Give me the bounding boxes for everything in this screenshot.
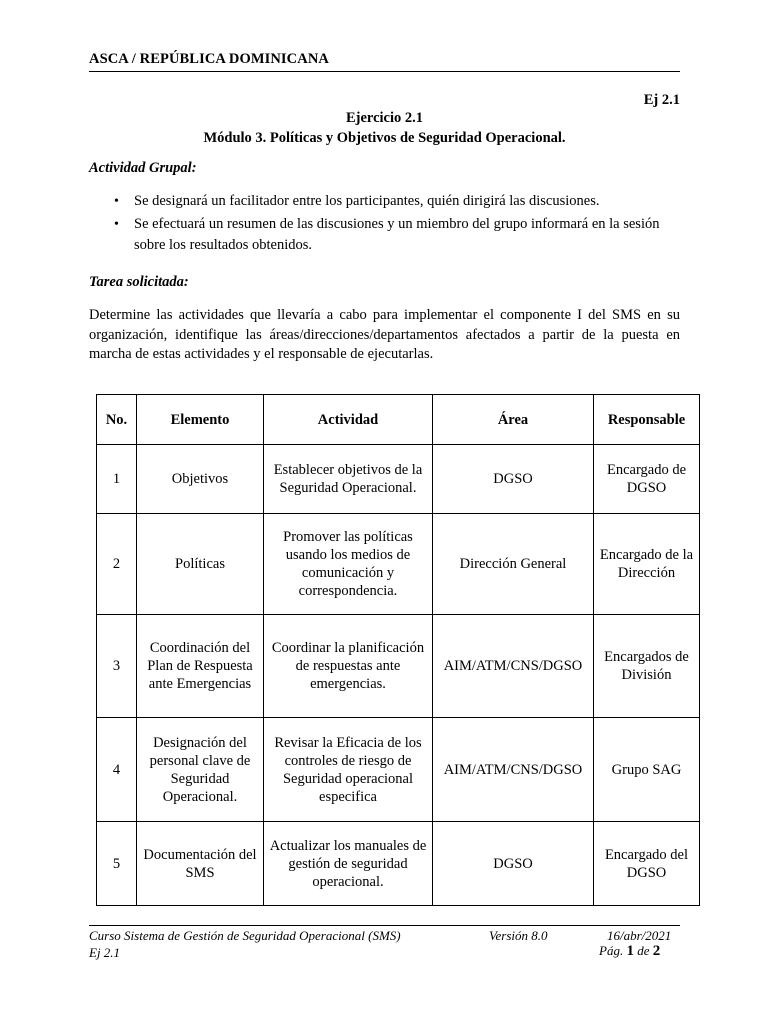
cell-responsable: Encargado de DGSO — [594, 445, 700, 514]
cell-elemento: Objetivos — [137, 445, 264, 514]
activity-heading: Actividad Grupal: — [89, 160, 197, 176]
footer-divider — [89, 925, 680, 926]
table-row — [97, 615, 700, 718]
cell-responsable: Encargado de la Dirección — [594, 514, 700, 615]
cell-area: DGSO — [433, 822, 594, 906]
table-row — [97, 718, 700, 822]
page-current: 1 — [626, 943, 634, 959]
activity-bullet-list — [89, 191, 680, 258]
exercise-code: Ej 2.1 — [643, 92, 680, 108]
bullet-icon: • — [114, 217, 119, 232]
bullet-text: Se efectuará un resumen de las discusiones y un miembro del grupo informará en la sesión sobre los resultados obtenidos. — [134, 216, 660, 253]
column-header-actividad: Actividad — [264, 395, 433, 445]
page-of: de — [637, 943, 650, 958]
table-row — [97, 514, 700, 615]
cell-no: 1 — [97, 445, 137, 514]
bullet-icon: • — [114, 194, 119, 209]
footer-version: Versión 8.0 — [489, 928, 548, 943]
cell-area: DGSO — [433, 445, 594, 514]
table-header-row — [97, 395, 700, 445]
cell-elemento: Políticas — [137, 514, 264, 615]
column-header-responsable: Responsable — [594, 395, 700, 445]
cell-actividad: Establecer objetivos de la Seguridad Operacional. — [264, 445, 433, 514]
cell-area: AIM/ATM/CNS/DGSO — [433, 718, 594, 822]
cell-actividad: Promover las políticas usando los medios de comunicación y correspondencia. — [264, 514, 433, 615]
title-line-2: Módulo 3. Políticas y Objetivos de Seguridad Operacional. — [203, 130, 566, 146]
organization-header: ASCA / REPÚBLICA DOMINICANA — [89, 51, 329, 67]
task-heading: Tarea solicitada: — [89, 274, 189, 290]
cell-actividad: Revisar la Eficacia de los controles de riesgo de Seguridad operacional especifica — [264, 718, 433, 822]
footer-course: Curso Sistema de Gestión de Seguridad Operacional (SMS) — [89, 928, 401, 943]
footer-code: Ej 2.1 — [89, 945, 121, 960]
cell-elemento: Designación del personal clave de Seguridad Operacional. — [137, 718, 264, 822]
cell-area: AIM/ATM/CNS/DGSO — [433, 615, 594, 718]
column-header-area: Área — [433, 395, 594, 445]
document-title — [89, 108, 680, 148]
page-total: 2 — [652, 943, 661, 959]
cell-no: 5 — [97, 822, 137, 906]
page-prefix: Pág. — [599, 943, 624, 958]
column-header-elemento: Elemento — [137, 395, 264, 445]
table-row — [97, 822, 700, 906]
cell-elemento: Documentación del SMS — [137, 822, 264, 906]
cell-no: 2 — [97, 514, 137, 615]
list-item — [89, 191, 680, 212]
header-divider — [89, 71, 680, 72]
title-line-1: Ejercicio 2.1 — [345, 110, 424, 126]
cell-actividad: Coordinar la planificación de respuestas ante emergencias. — [264, 615, 433, 718]
cell-no: 3 — [97, 615, 137, 718]
cell-no: 4 — [97, 718, 137, 822]
footer-date: 16/abr/2021 — [607, 928, 672, 943]
column-header-no: No. — [97, 395, 137, 445]
task-description: Determine las actividades que llevaría a cabo para implementar el componente I del SMS en su organización, identifique las áreas/direcciones/departamentos afectados a partir de la puesta en marcha de estas actividades y el responsable de ejecutarlas. — [89, 307, 680, 362]
footer-page-number — [599, 943, 660, 960]
cell-actividad: Actualizar los manuales de gestión de seguridad operacional. — [264, 822, 433, 906]
list-item — [89, 214, 680, 256]
table-row — [97, 445, 700, 514]
activities-table — [96, 394, 700, 906]
cell-responsable: Encargado del DGSO — [594, 822, 700, 906]
cell-responsable: Grupo SAG — [594, 718, 700, 822]
bullet-text: Se designará un facilitador entre los participantes, quién dirigirá las discusiones. — [134, 193, 600, 209]
cell-elemento: Coordinación del Plan de Respuesta ante Emergencias — [137, 615, 264, 718]
cell-area: Dirección General — [433, 514, 594, 615]
cell-responsable: Encargados de División — [594, 615, 700, 718]
